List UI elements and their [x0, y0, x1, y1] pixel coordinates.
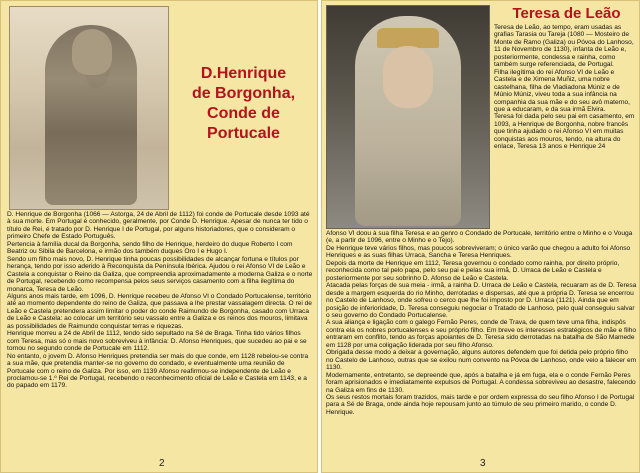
page-number: 2 — [159, 458, 165, 469]
portrait-henrique-image — [9, 6, 169, 210]
face-shape — [383, 46, 433, 108]
paragraph: Depois da morte de Henrique em 1112, Teresa governou o condado como rainha, por direito próprio, reconhecida como tal pelo papa, pelo seu pai e pelas sua irmã, D. Urraca de Leão e Castela e posteriormente por seu sobrinho D. Afonso de Leão e Castela. — [326, 259, 620, 282]
paragraph: De Henrique teve vários filhos, mas poucos sobreviveram; o único varão que chegou a adulto foi Afonso Henriques e as suas filhas Urraca, Sancha e Teresa Henriques. — [326, 244, 631, 260]
portrait-teresa-image — [326, 5, 490, 229]
paragraph: Filha ilegítima do rei Afonso VI de Leão e Castela e de Ximena Muñiz, uma nobre castelhana, filha de Vladiadona Múniz e de Múnio Múniz, viveu toda a sua infância na companhia da sua mãe e do seu avô materno, que a educaram, e da sua irmã Elvira. — [494, 68, 630, 113]
paragraph: Teresa de Leão, ao tempo, eram usadas as grafias Tarasia ou Tareja (1080 — Mosteiro de Monte de Ramo (Galiza) ou Póvoa do Lanhoso, 11 de Novembro de 1130), infanta de Leão e, posteriormente, condessa e rainha, como também surge referenciada, de Portugal. — [494, 24, 634, 69]
paragraph: Os seus restos mortais foram trazidos, mais tarde e por ordem expressa do seu filho Afonso I de Portugal para a Sé de Braga, onde ainda hoje repousam junto ao túmulo de seu primeiro marido, o conde D. Henrique. — [326, 393, 635, 416]
bearded-head — [72, 29, 112, 75]
left-page-title — [171, 64, 316, 144]
paragraph: Pertencia à família ducal da Borgonha, sendo filho de Henrique, herdeiro do duque Roberto I com Beatriz ou Sibila de Barcelona, e irmão dos também duques Oro I e Hugo I. — [7, 240, 293, 256]
paragraph: Sendo um filho mais novo, D. Henrique tinha poucas possibilidades de alcançar fortuna e títulos por herança, tendo por isso aderido à Reconquista da Península Ibérica. Ajudou o rei Afonso VI de Leão e Castela a conquistar o Reino da Galiza, que compreendia aproximadamente a moderna Galiza e o norte de Portugal, recebendo como recompensa pelos seus serviços casamento com a filha ilegítima do monarca, Teresa de Leão. — [7, 255, 313, 293]
right-page-text-top — [494, 24, 637, 151]
left-page-text — [7, 211, 313, 390]
paragraph: Obrigada desse modo a deixar a governação, alguns autores defendem que foi detida pelo próprio filho no Castelo de Lanhoso, outras que se exilou num convento na Póvoa de Lanhoso, onde veio a falecer em 1130. — [326, 349, 637, 372]
paragraph: Atacada pelas forças de sua meia - irmã, a rainha D. Urraca de Leão e Castela, recuaram as de D. Teresa desde a margem esquerda do rio Minho, derrotadas e dispersas, até que a própria D. Teresa se encerrou no Castelo de Lanhoso, onde sofreu o cerco que lhe foi imposto por D. Urraca (1121). Ainda que em posição de inferioridade, D. Teresa conseguiu negociar o Tratado de Lanhoso, pelo qual conseguiu salvar o seu governo do Condado Portucalense. — [326, 282, 637, 319]
paragraph: Modernamente, entretanto, se depreende que, após a batalha e já em fuga, ela e o conde Fernão Peres foram aprisionados e imediatamente expulsos de Portugal. A condessa sobreviveu ao desastre, falecendo na Galiza em fins de 1130. — [326, 371, 636, 394]
paragraph: Alguns anos mais tarde, em 1096, D. Henrique recebeu de Afonso VI o Condado Portucalense, território até ao momento dependente do reino de Galiza, que passava a lhe prestar vassalagem directa. O rei de Leão e Castela pretendera assim limitar o poder do conde Raimundo de Borgonha, casado com Urraca de Leão e Castela: ao colocar um território seu vassalo entre a Galiza e os reinos dos mouros, limitava as possibilidades de Raimundo conquistar terras e riquezas. — [7, 292, 312, 330]
right-page-title: Teresa de Leão — [512, 5, 621, 22]
paragraph: D. Henrique de Borgonha (1066 — Astorga, 24 de Abril de 1112) foi conde de Portucale desde 1093 até à sua morte. Em Portugal é conhecido, geralmente, por Conde D. Henrique. Apesar de nunca ter tido o título de Rei, é tratado por D. Henrique I de Portugal, por alguns historiadores, que o consideram o primeiro Chefe de Estado Português. — [7, 211, 310, 241]
title-line: de Borgonha, — [191, 85, 296, 102]
left-page — [0, 0, 318, 473]
right-page — [321, 0, 640, 473]
right-page-text-bottom — [326, 230, 637, 416]
crown-shape — [377, 28, 439, 48]
page-number: 3 — [480, 458, 486, 469]
title-line: D.Henrique — [200, 65, 287, 82]
paragraph: A sua aliança e ligação com o galego Fernão Peres, conde de Trava, de quem teve uma filha, indispôs contra ela os nobres portucalenses e seu próprio filho. Em breve os interesses estratégicos de mãe e filho entraram em conflito, tendo as forças apoiantes de D. Teresa sido derrotadas na batalha de São Mamede em 1128 por uma coligação liderada por seu filho Afonso. — [326, 319, 637, 349]
paragraph: Teresa foi dada pelo seu pai em casamento, em 1093, a Henrique de Borgonha, nobre francês que tinha ajudado o rei Afonso VI em muitas conquistas aos mouros, tendo, na altura do enlace, Teresa 13 anos e Henrique 24 — [494, 113, 635, 151]
title-line: Conde de Portucale — [207, 105, 280, 142]
paragraph: No entanto, o jovem D. Afonso Henriques pretendia ser mais do que conde, em 1128 rebelou-se contra a sua mãe, que pretendia manter-se no governo do condado, e eventualmente uma reunião de Portucale com o reino de Galiza. Por isso, em 1139 Afonso reafirmou-se independente de Leão e proclamou-se 1.º Rei de Portugal, recebendo o reconhecimento oficial de Leão e Castela em 1143, e a do papado em 1179. — [7, 352, 309, 390]
paragraph: Henrique morreu a 24 de Abril de 1112, tendo sido sepultado na Sé de Braga. Tinha tido vários filhos com Teresa, mas só o mais novo sobreviveu à infância: D. Afonso Henriques, que sucedeu ao pai e se tornou no segundo conde de Portucale em 1112. — [7, 330, 307, 353]
paragraph: Afonso VI doou à sua filha Teresa e ao genro o Condado de Portucale, território entre o Minho e o Vouga (e, a partir de 1096, entre o Minho e o Tejo). — [326, 230, 633, 245]
